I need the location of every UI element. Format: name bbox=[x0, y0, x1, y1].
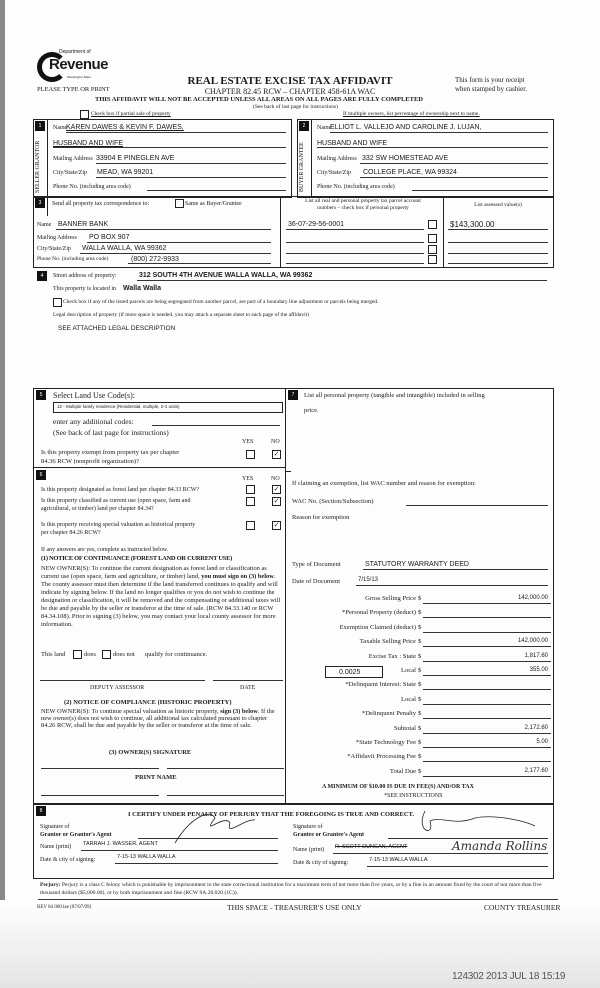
section-number: 3 bbox=[35, 198, 45, 208]
section-number: 2 bbox=[299, 121, 309, 131]
correspondence-phone-label: Phone No. (including area code) bbox=[37, 256, 109, 262]
seller-city-label: City/State/Zip bbox=[53, 170, 87, 176]
does-qualify-checkbox[interactable] bbox=[73, 650, 82, 659]
personal-property-label: List all personal property (tangible and intangible) included in selling bbox=[304, 392, 485, 399]
section-number: 8 bbox=[36, 806, 46, 816]
assessed-value[interactable]: $143,300.00 bbox=[450, 220, 495, 229]
please-type: PLEASE TYPE OR PRINT bbox=[37, 86, 110, 93]
currency-symbol: $ bbox=[418, 710, 422, 718]
grantee-date-city[interactable]: 7-15-13 WALLA WALLA bbox=[369, 857, 428, 863]
seller-address[interactable]: 33904 E PINEGLEN AVE bbox=[96, 155, 175, 162]
minimum-fee-note: A MINIMUM OF $10.00 IS DUE IN FEE(S) AND/OR TAX bbox=[322, 784, 474, 790]
seller-name-label: Name bbox=[53, 125, 68, 131]
signature-of-label: Signature of bbox=[293, 824, 323, 830]
currency-symbol: $ bbox=[418, 609, 422, 617]
perjury-notice: Perjury: Perjury is a class C felony which is punishable by imprisonment in the state correctional institution for a maximum term of not more than five years, or by a fine in an amount fixed by the court of not more than five thousand dollars ($5,000.00), or by both imprisonment and fine (RCW 9A.20.020 (1C)). bbox=[40, 882, 542, 896]
grantee-name-label: Name (print) bbox=[293, 847, 325, 853]
does-not-label: does not bbox=[113, 651, 135, 658]
nonprofit-yes-checkbox[interactable] bbox=[246, 450, 255, 459]
tax-row-label: *State Technology Fee bbox=[355, 739, 416, 746]
seller-name[interactable]: KAREN DAWES & KEVIN F. DAWES, bbox=[66, 124, 184, 131]
personal-property-checkbox[interactable] bbox=[428, 234, 437, 243]
additional-codes-label: enter any additional codes: bbox=[53, 417, 134, 426]
partial-sale-label: Check box if partial sale of property bbox=[91, 111, 171, 117]
tax-row-label: Local bbox=[400, 667, 416, 674]
tax-row-label: *Personal Property (deduct) bbox=[342, 609, 416, 617]
tax-row-label: Gross Selling Price bbox=[365, 595, 416, 602]
print-name-label: PRINT NAME bbox=[135, 774, 177, 781]
grantor-date-city[interactable]: 7-15-13 WALLA WALLA bbox=[117, 854, 176, 860]
currency-symbol: $ bbox=[418, 739, 422, 746]
current-use-no-checkbox[interactable]: ✓ bbox=[273, 497, 280, 505]
section-number: 1 bbox=[35, 121, 45, 131]
document-type[interactable]: STATUTORY WARRANTY DEED bbox=[365, 561, 469, 568]
exemption-reason-label: Reason for exemption bbox=[292, 514, 350, 521]
land-use-code-value: 12 - Multiple family residence (Residential, multiple, 2-4 units) bbox=[57, 404, 180, 409]
tax-row-value[interactable]: 1,817.60 bbox=[524, 652, 548, 659]
land-use-heading: Select Land Use Code(s): bbox=[53, 391, 135, 400]
located-in-label: This property is located in bbox=[53, 286, 116, 292]
notice-compliance-heading: (2) NOTICE OF COMPLIANCE (HISTORIC PROPERTY) bbox=[64, 699, 232, 706]
form-title: REAL ESTATE EXCISE TAX AFFIDAVIT bbox=[187, 75, 393, 87]
nonprofit-question: Is this property exempt from property tax per chapter bbox=[41, 449, 180, 456]
form-chapters: CHAPTER 82.45 RCW – CHAPTER 458-61A WAC bbox=[204, 87, 376, 96]
correspondence-city[interactable]: WALLA WALLA, WA 99362 bbox=[82, 245, 167, 252]
instructions-note: (See back of last page for instructions) bbox=[253, 104, 338, 110]
tax-row-label: Total Due bbox=[389, 767, 416, 775]
historic-question: Is this property receiving special valuation as historical property bbox=[41, 522, 196, 528]
currency-symbol: $ bbox=[418, 652, 422, 660]
agency-line: Department of bbox=[59, 49, 91, 55]
tax-row-value[interactable]: 2,172.60 bbox=[524, 724, 548, 731]
notice-continuance-text: NEW OWNER(S): To continue the current designation as forest land or classification as current use (open space, farm and agriculture, or timber) land, you must sign on (3) below. The county assessor must then determine if the land transferred continues to qualify and will indicate by signing below. If the land no longer qualifies or you do not wish to continue the designation or classification, it will be removed and the compensating or additional taxes will be due and payable by the seller or transferor at the time of sale. (RCW 84.33.140 or RCW 84.34.108). Prior to signing (3) below, you may contact your local county assessor for more information. bbox=[41, 565, 281, 628]
correspondence-address-label: Mailing Address bbox=[37, 235, 77, 241]
forest-land-question: Is this property designated as forest land per chapter 84.33 RCW? bbox=[41, 487, 200, 493]
seller-city[interactable]: MEAD, WA 99201 bbox=[97, 169, 154, 176]
currency-symbol: $ bbox=[418, 724, 422, 732]
parcel-number[interactable]: 36-07-29-56-0001 bbox=[288, 221, 345, 228]
grantor-name-label: Name (print) bbox=[40, 844, 72, 850]
no-header: NO bbox=[271, 439, 280, 445]
historic-yes-checkbox[interactable] bbox=[246, 521, 255, 530]
county-treasurer-label: COUNTY TREASURER bbox=[484, 904, 561, 912]
grantee-handwritten-name[interactable]: Amanda Rollins bbox=[452, 839, 548, 853]
section-number: 5 bbox=[36, 390, 46, 400]
grantee-signature[interactable] bbox=[395, 806, 545, 840]
grantor-signature[interactable] bbox=[170, 808, 260, 848]
land-use-instructions: (See back of last page for instructions) bbox=[53, 428, 169, 437]
personal-property-label-2: price. bbox=[304, 407, 319, 414]
exemption-claim-label: If claiming an exemption, list WAC number and reason for exemption: bbox=[292, 480, 476, 487]
buyer-name[interactable]: ELLIOT L. VALLEJO AND CAROLINE J. LUJAN, bbox=[330, 124, 482, 131]
tax-row-label: Taxable Selling Price bbox=[359, 638, 416, 646]
currency-symbol: $ bbox=[418, 695, 422, 703]
historic-no-checkbox[interactable]: ✓ bbox=[273, 521, 280, 529]
tax-row-label: *Delinquent Interest: State bbox=[345, 681, 416, 689]
tax-row-value[interactable]: 142,000.00 bbox=[517, 595, 548, 601]
certify-statement: I CERTIFY UNDER PENALTY OF PERJURY THAT THE FOREGOING IS TRUE AND CORRECT. bbox=[128, 811, 415, 818]
current-use-yes-checkbox[interactable] bbox=[246, 497, 255, 506]
tax-row-label: *Affidavit Processing Fee bbox=[347, 753, 416, 761]
seller-vertical-label: SELLER GRANTOR bbox=[35, 140, 41, 194]
receipt-note: This form is your receipt bbox=[455, 76, 525, 84]
parcels-header: List all real and personal property tax parcel account bbox=[305, 198, 421, 204]
same-as-buyer-checkbox[interactable] bbox=[175, 199, 184, 208]
grantor-agent-label: Grantor or Grantor's Agent bbox=[40, 832, 112, 838]
section-number: 4 bbox=[37, 271, 47, 281]
segregated-checkbox[interactable] bbox=[53, 298, 62, 307]
partial-sale-checkbox[interactable] bbox=[80, 110, 89, 119]
historic-question-2: per chapter 84.26 RCW? bbox=[41, 530, 101, 536]
yes-header: YES bbox=[242, 439, 254, 445]
seller-phone-label: Phone No. (including area code) bbox=[53, 184, 131, 190]
currency-symbol: $ bbox=[418, 681, 422, 689]
land-use-code-select[interactable] bbox=[53, 402, 283, 413]
buyer-name-label: Name bbox=[317, 125, 332, 131]
assessed-header: List assessed value(s) bbox=[474, 202, 522, 208]
agency-name: Revenue bbox=[49, 56, 109, 73]
buyer-name-2[interactable]: HUSBAND AND WIFE bbox=[317, 140, 388, 147]
document-date[interactable]: 7/15/13 bbox=[358, 577, 379, 583]
no-header: NO bbox=[271, 476, 280, 482]
tax-row-label: Exemption Claimed (deduct) bbox=[339, 623, 416, 631]
street-address[interactable]: 312 SOUTH 4TH AVENUE WALLA WALLA, WA 99362 bbox=[139, 272, 313, 279]
street-address-label: Street address of property: bbox=[53, 273, 117, 279]
tax-row-label: Local bbox=[400, 695, 416, 703]
document-type-label: Type of Document bbox=[292, 561, 341, 568]
correspondence-phone[interactable]: (800) 272-9933 bbox=[131, 256, 179, 263]
tax-row-value[interactable]: 5.00 bbox=[536, 739, 548, 745]
send-correspondence-label: Send all property tax correspondence to: bbox=[52, 201, 150, 207]
tax-row-label: *Delinquent Penalty bbox=[361, 710, 416, 718]
grantee-agent-label: Grantee or Grantee's Agent bbox=[293, 832, 365, 838]
buyer-city-label: City/State/Zip bbox=[317, 170, 351, 176]
parcels-header-2: numbers – check box if personal property bbox=[317, 205, 409, 211]
tax-row-value[interactable]: 355.00 bbox=[529, 667, 548, 673]
does-not-qualify-checkbox[interactable] bbox=[102, 650, 111, 659]
tax-row-label: Excise Tax : State bbox=[368, 652, 416, 660]
currency-symbol: $ bbox=[418, 623, 422, 631]
legal-description[interactable]: SEE ATTACHED LEGAL DESCRIPTION bbox=[58, 325, 176, 332]
correspondence-address[interactable]: PO BOX 907 bbox=[89, 234, 130, 241]
currency-symbol: $ bbox=[418, 595, 422, 602]
nonprofit-question-2: 84.36 RCW (nonprofit organization)? bbox=[41, 458, 139, 465]
seller-name-2[interactable]: HUSBAND AND WIFE bbox=[53, 140, 124, 147]
date-label: DATE bbox=[240, 685, 256, 691]
currency-symbol: $ bbox=[418, 638, 422, 646]
section-number: 6 bbox=[36, 470, 46, 480]
buyer-phone-label: Phone No. (including area code) bbox=[317, 184, 395, 190]
scan-edge bbox=[0, 0, 5, 988]
does-label: does bbox=[84, 651, 96, 658]
multiple-owners-note: If multiple owners, list percentage of ownership next to name. bbox=[343, 111, 480, 117]
personal-property-checkbox[interactable] bbox=[428, 245, 437, 254]
qualify-label: qualify for continuance. bbox=[145, 651, 208, 658]
grantee-printed-name[interactable]: R. SCOTT DUNCAN, AGENT bbox=[335, 844, 408, 850]
yes-header: YES bbox=[242, 476, 254, 482]
seller-address-label: Mailing Address bbox=[53, 156, 93, 162]
deputy-assessor-label: DEPUTY ASSESSOR bbox=[90, 685, 145, 691]
correspondence-name[interactable]: BANNER BANK bbox=[58, 221, 109, 228]
segregated-label: Check box if any of the listed parcels are being segregated from another parcel, are part of a boundary line adjustment or parcels being merged. bbox=[63, 299, 379, 305]
local-rate-value: 0.0025 bbox=[339, 669, 361, 676]
buyer-city[interactable]: COLLEGE PLACE, WA 99324 bbox=[363, 169, 457, 176]
document-date-label: Date of Document bbox=[292, 578, 341, 585]
same-as-buyer-label: Same as Buyer/Grantee bbox=[185, 201, 242, 207]
notice-continuance-heading: (1) NOTICE OF CONTINUANCE (FOREST LAND OR CURRENT USE) bbox=[41, 555, 232, 562]
personal-property-checkbox[interactable] bbox=[428, 255, 437, 264]
form-revision: REV 84 0001ae (07/07/09) bbox=[37, 905, 92, 910]
agency-state: Washington State bbox=[67, 75, 91, 79]
forest-no-checkbox[interactable]: ✓ bbox=[273, 485, 280, 493]
currency-symbol: $ bbox=[418, 667, 422, 674]
receipt-note-2: when stamped by cashier. bbox=[455, 85, 527, 93]
current-use-question: Is this property classified as current use (open space, farm and bbox=[41, 498, 191, 504]
currency-symbol: $ bbox=[418, 753, 422, 761]
grantee-date-label: Date & city of signing: bbox=[293, 860, 349, 866]
nonprofit-no-checkbox[interactable]: ✓ bbox=[273, 450, 280, 458]
correspondence-name-label: Name bbox=[37, 222, 52, 228]
forest-yes-checkbox[interactable] bbox=[246, 485, 255, 494]
grantor-date-label: Date & city of signing: bbox=[40, 857, 96, 863]
tax-row-value[interactable]: 142,000.00 bbox=[517, 638, 548, 645]
signature-of-label: Signature of bbox=[40, 824, 70, 830]
cashier-stamp: 124302 2013 JUL 18 15:19 bbox=[452, 971, 566, 982]
grantor-printed-name[interactable]: TARRAH J. WASSER, AGENT bbox=[83, 841, 158, 847]
tax-row-label: Subtotal bbox=[394, 724, 416, 732]
currency-symbol: $ bbox=[418, 767, 422, 775]
owner-signature-label: (3) OWNER(S) SIGNATURE bbox=[109, 749, 192, 756]
buyer-address-label: Mailing Address bbox=[317, 156, 357, 162]
see-instructions-note: *SEE INSTRUCTIONS bbox=[384, 793, 443, 799]
tax-row-value[interactable]: 2,177.60 bbox=[524, 767, 548, 774]
buyer-vertical-label: BUYER GRANTEE bbox=[299, 142, 305, 192]
section-number: 7 bbox=[288, 390, 298, 400]
correspondence-city-label: City/State/Zip bbox=[37, 246, 71, 252]
personal-property-checkbox[interactable] bbox=[428, 220, 437, 229]
current-use-question-2: agricultural, or timber) land per chapter 84.34? bbox=[41, 506, 154, 512]
located-in-value[interactable]: Walla Walla bbox=[123, 285, 161, 292]
if-yes-note: If any answers are yes, complete as instructed below. bbox=[41, 547, 169, 553]
legal-description-label: Legal description of property (if more space is needed, you may attach a separate sheet to each page of the affidavit) bbox=[53, 312, 309, 318]
this-land-label: This land bbox=[41, 651, 66, 658]
buyer-address[interactable]: 332 SW HOMESTEAD AVE bbox=[362, 155, 449, 162]
wac-number-label: WAC No. (Section/Subsection) bbox=[292, 498, 374, 505]
treasurer-use-label: THIS SPACE - TREASURER'S USE ONLY bbox=[227, 903, 362, 912]
notice-compliance-text: NEW OWNER(S): To continue special valuation as historic property, sign (3) below. If the new owner(s) does not wish to continue, all additional tax calculated pursuant to chapter 84.26 RCW, shall be due and payable by the seller or transferor at the time of sale. bbox=[41, 708, 275, 729]
completion-warning: THIS AFFIDAVIT WILL NOT BE ACCEPTED UNLESS ALL AREAS ON ALL PAGES ARE FULLY COMPLETED bbox=[95, 96, 423, 103]
